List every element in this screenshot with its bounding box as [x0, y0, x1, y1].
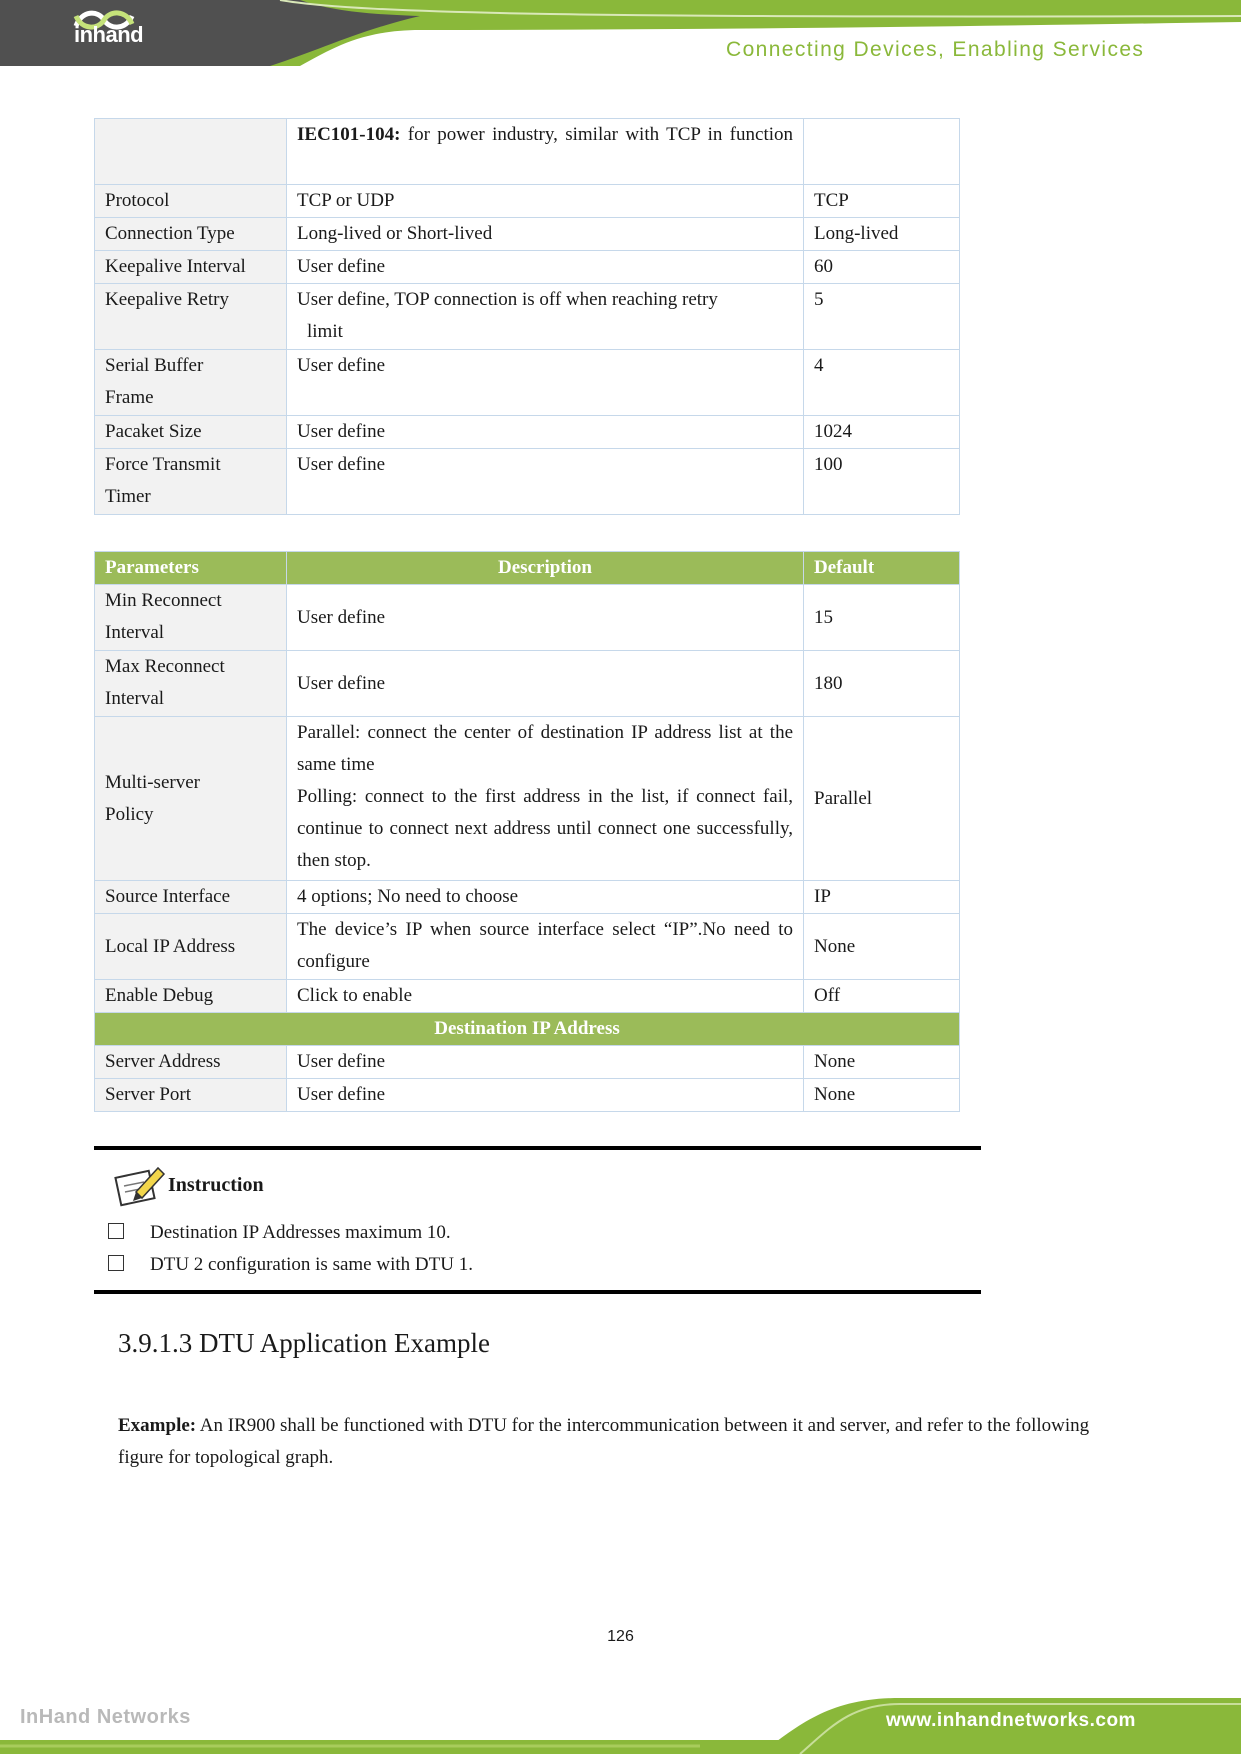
- desc-line: Polling: connect to the first address in the list, if connect fail, continue to connect next address until connect one successfully, then stop.: [297, 786, 793, 871]
- param-cell: [95, 651, 287, 717]
- header-default: Default: [804, 552, 960, 585]
- param-line: Frame: [105, 387, 154, 408]
- table-header-row: [95, 552, 960, 585]
- example-label: Example:: [118, 1415, 197, 1436]
- table-row: [95, 980, 960, 1013]
- default-cell: None: [804, 1079, 960, 1112]
- param-line: Interval: [105, 622, 165, 643]
- instruction-box: [94, 1146, 981, 1294]
- param-line: Policy: [105, 803, 154, 825]
- example-text: An IR900 shall be functioned with DTU for the intercommunication between it and server, and refer to the following figure for topological graph.: [118, 1415, 1090, 1468]
- instruction-title: Instruction: [168, 1174, 264, 1196]
- table-row: [95, 717, 960, 881]
- page-footer: [0, 1694, 1241, 1754]
- default-cell: None: [804, 1046, 960, 1079]
- param-cell: Keepalive Retry: [95, 284, 287, 350]
- param-line: Min Reconnect: [105, 590, 222, 611]
- table-row: [95, 1046, 960, 1079]
- table-row: [95, 585, 960, 651]
- param-line: Serial Buffer: [105, 355, 204, 376]
- param-cell: Server Port: [95, 1079, 287, 1112]
- param-cell: Keepalive Interval: [95, 251, 287, 284]
- desc-bold: IEC101-104:: [297, 124, 401, 145]
- header-parameters: Parameters: [95, 552, 287, 585]
- table-row: [95, 218, 960, 251]
- desc-cell: User define: [287, 251, 804, 284]
- page-header: [0, 0, 1241, 70]
- instruction-text: DTU 2 configuration is same with DTU 1.: [150, 1254, 473, 1275]
- desc-cell: User define: [287, 1046, 804, 1079]
- table-row: [95, 1079, 960, 1112]
- table-row: [95, 284, 960, 350]
- desc-cell: User define: [287, 350, 804, 416]
- checkbox-bullet-icon: [108, 1255, 124, 1271]
- desc-line: Parallel: connect the center of destination IP address list at the same time: [297, 722, 793, 775]
- table-row: [95, 416, 960, 449]
- instruction-text: Destination IP Addresses maximum 10.: [150, 1222, 451, 1243]
- param-cell: Enable Debug: [95, 980, 287, 1013]
- checkbox-bullet-icon: [108, 1223, 124, 1239]
- param-cell: Connection Type: [95, 218, 287, 251]
- desc-cell: TCP or UDP: [287, 185, 804, 218]
- default-cell: 4: [804, 350, 960, 416]
- logo-text: inhand: [74, 22, 144, 47]
- default-cell: None: [804, 914, 960, 980]
- desc-cell: 4 options; No need to choose: [287, 881, 804, 914]
- param-line: Max Reconnect: [105, 656, 225, 677]
- section-heading: 3.9.1.3 DTU Application Example: [118, 1328, 490, 1358]
- param-line: Interval: [105, 688, 165, 709]
- default-cell: 100: [804, 449, 960, 515]
- desc-cell: [287, 119, 804, 185]
- default-cell: 180: [804, 651, 960, 717]
- default-cell: 15: [804, 585, 960, 651]
- instruction-item: [108, 1254, 473, 1276]
- table-section-row: [95, 1013, 960, 1046]
- header-description: Description: [287, 552, 804, 585]
- default-cell: TCP: [804, 185, 960, 218]
- param-cell: [95, 449, 287, 515]
- example-paragraph: [118, 1410, 1128, 1474]
- param-line: Force Transmit: [105, 454, 221, 475]
- footer-url[interactable]: www.inhandnetworks.com: [886, 1710, 1136, 1731]
- desc-text: for power industry, similar with TCP in function: [400, 124, 793, 145]
- table-row: [95, 881, 960, 914]
- desc-cell: User define: [287, 416, 804, 449]
- param-cell: Pacaket Size: [95, 416, 287, 449]
- param-cell: [95, 119, 287, 185]
- desc-cell: User define: [287, 449, 804, 515]
- desc-cell: [287, 284, 804, 350]
- dtu-parameters-table-continued: [94, 118, 960, 515]
- default-cell: Parallel: [804, 717, 960, 881]
- default-cell: 5: [804, 284, 960, 350]
- instruction-item: [108, 1222, 451, 1244]
- desc-line: User define, TOP connection is off when reaching retry: [297, 289, 718, 310]
- param-line: Timer: [105, 486, 151, 507]
- desc-cell: User define: [287, 651, 804, 717]
- desc-cell: User define: [287, 585, 804, 651]
- param-cell: Source Interface: [95, 881, 287, 914]
- param-cell: Server Address: [95, 1046, 287, 1079]
- header-tagline: Connecting Devices, Enabling Services: [726, 38, 1145, 61]
- table-row: [95, 350, 960, 416]
- table-row: [95, 449, 960, 515]
- default-cell: 60: [804, 251, 960, 284]
- desc-cell: [287, 717, 804, 881]
- param-cell: Local IP Address: [95, 914, 287, 980]
- reconnect-parameters-table: [94, 551, 960, 1112]
- param-cell: [95, 585, 287, 651]
- table-row: [95, 185, 960, 218]
- desc-cell: Click to enable: [287, 980, 804, 1013]
- default-cell: Long-lived: [804, 218, 960, 251]
- param-cell: [95, 350, 287, 416]
- table-row: [95, 914, 960, 980]
- param-cell: Protocol: [95, 185, 287, 218]
- desc-line: limit: [307, 321, 343, 342]
- param-line: Multi-server: [105, 771, 200, 793]
- default-cell: IP: [804, 881, 960, 914]
- default-cell: Off: [804, 980, 960, 1013]
- default-cell: [804, 119, 960, 185]
- default-cell: 1024: [804, 416, 960, 449]
- page-number: 126: [607, 1628, 634, 1645]
- table-row: [95, 251, 960, 284]
- note-pencil-icon: [114, 1162, 166, 1208]
- destination-ip-header: Destination IP Address: [95, 1013, 960, 1046]
- desc-cell: The device’s IP when source interface select “IP”.No need to configure: [287, 914, 804, 980]
- desc-cell: Long-lived or Short-lived: [287, 218, 804, 251]
- desc-cell: User define: [287, 1079, 804, 1112]
- footer-brand: InHand Networks: [20, 1706, 191, 1728]
- table-row: [95, 651, 960, 717]
- param-cell: [95, 717, 287, 881]
- table-row: [95, 119, 960, 185]
